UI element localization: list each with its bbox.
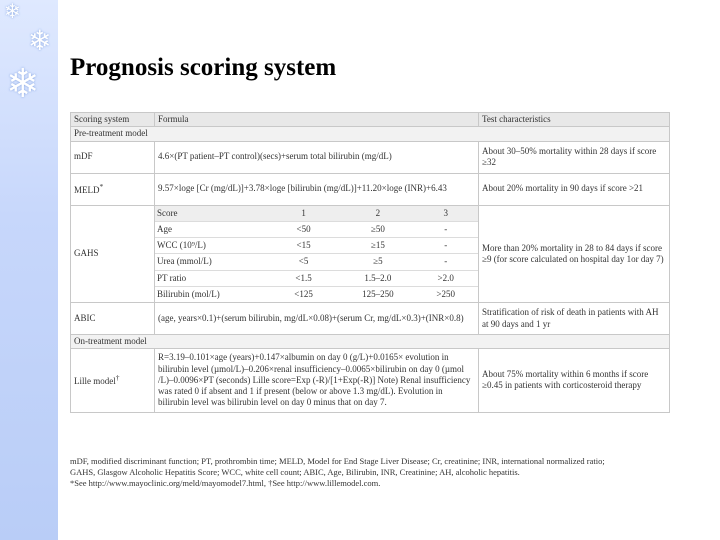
gahs-value: 125–250 xyxy=(362,288,394,299)
gahs-subtable-cell xyxy=(155,205,479,303)
gahs-value: <1.5 xyxy=(265,270,343,286)
abic-formula: (age, years×0.1)+(serum bilirubin, mg/dL×0.08)+(serum Cr, mg/dL×0.3)+(INR×0.8) xyxy=(155,303,479,335)
gahs-value: - xyxy=(413,254,478,270)
gahs-value: <125 xyxy=(294,288,313,299)
table-row-abic xyxy=(71,303,670,335)
gahs-param: Urea (mmol/L) xyxy=(155,254,265,270)
abic-name: ABIC xyxy=(71,303,155,335)
gahs-value: - xyxy=(413,238,478,254)
gahs-name: GAHS xyxy=(71,205,155,303)
abic-test: Stratification of risk of death in patients with AH at 90 days and 1 yr xyxy=(479,303,670,335)
section-row-pre-treatment xyxy=(71,127,670,141)
gahs-row-urea xyxy=(155,254,478,270)
scoring-table-container xyxy=(70,112,669,413)
gahs-row-pt-ratio xyxy=(155,270,478,286)
decorative-sidebar xyxy=(0,0,58,540)
gahs-subheader-row xyxy=(155,206,478,222)
gahs-col-score: Score xyxy=(155,206,265,222)
gahs-col-1: 1 xyxy=(265,206,343,222)
table-header-row xyxy=(71,113,670,127)
lille-name-cell xyxy=(71,349,155,412)
scoring-table xyxy=(70,112,670,413)
meld-footnote-mark: * xyxy=(99,181,104,191)
meld-name: MELD xyxy=(74,184,100,195)
lille-formula: R=3.19–0.101×age (years)+0.147×albumin on day 0 (g/L)+0.0165× evolution in bilirubin level (µmol/L)–0.206×renal insufficiency–0.0065×bilirubin on day 0 (µmol /L)–0.0096×PT (seconds) Lille score=Exp (-R)/[1+Exp(-R)] Note) Renal insufficiency was rated 0 if absent and 1 if present (below or above 1.3 mg/dL). Evolution in bilirubin level was bilirubin level on day 0 minus that on day 7. xyxy=(155,349,479,412)
mdf-formula: 4.6×(PT patient–PT control)(secs)+serum total bilirubin (mg/dL) xyxy=(155,141,479,173)
footnote-links: *See http://www.mayoclinic.org/meld/mayomodel7.html, †See http://www.lillemodel.com. xyxy=(70,478,381,489)
gahs-param: PT ratio xyxy=(155,270,265,286)
gahs-value: <5 xyxy=(265,254,343,270)
footnote-abbreviations-1: mDF, modified discriminant function; PT, prothrombin time; MELD, Model for End Stage Liver Disease; Cr, creatinine; INR, international normalized ratio; xyxy=(70,456,605,466)
gahs-col-3: 3 xyxy=(413,206,478,222)
gahs-subtable xyxy=(155,206,478,303)
lille-name: Lille model xyxy=(74,376,116,387)
section-on-treatment: On-treatment model xyxy=(71,335,670,349)
footnote-abbreviations-2: GAHS, Glasgow Alcoholic Hepatitis Score; WCC, white cell count; ABIC, Age, Bilirubin, INR, Creatinine; AH, alcoholic hepatitis. xyxy=(70,467,520,478)
gahs-value: 1.5–2.0 xyxy=(342,270,413,286)
gahs-row-age xyxy=(155,221,478,237)
gahs-param: Bilirubin (mol/L) xyxy=(157,288,220,299)
lille-test: About 75% mortality within 6 months if score ≥0.45 in patients with corticosteroid therapy xyxy=(479,349,670,412)
meld-formula: 9.57×loge [Cr (mg/dL)]+3.78×loge [bilirubin (mg/dL)]+11.20×loge (INR)+6.43 xyxy=(155,173,479,205)
gahs-row-wcc xyxy=(155,238,478,254)
table-row-gahs xyxy=(71,205,670,303)
table-footnote xyxy=(70,456,680,489)
gahs-param: Age xyxy=(155,221,265,237)
header-test-characteristics: Test characteristics xyxy=(479,113,670,127)
mdf-name: mDF xyxy=(71,141,155,173)
table-row-lille xyxy=(71,349,670,412)
gahs-value: ≥15 xyxy=(342,238,413,254)
header-formula: Formula xyxy=(155,113,479,127)
gahs-value: >2.0 xyxy=(413,270,478,286)
meld-name-cell xyxy=(71,173,155,205)
lille-footnote-mark: † xyxy=(115,373,120,383)
gahs-test: More than 20% mortality in 28 to 84 days if score ≥9 (for score calculated on hospital day 1or day 7) xyxy=(479,205,670,303)
gahs-value: ≥50 xyxy=(342,221,413,237)
gahs-col-2: 2 xyxy=(342,206,413,222)
table-row-mdf xyxy=(71,141,670,173)
gahs-value: ≥5 xyxy=(342,254,413,270)
meld-test: About 20% mortality in 90 days if score >21 xyxy=(479,173,670,205)
gahs-value: >250 xyxy=(436,288,455,299)
snowflake-icon: ❄ xyxy=(6,61,40,106)
gahs-value: <50 xyxy=(265,221,343,237)
snowflake-icon: ❄ xyxy=(28,26,52,57)
mdf-test: About 30–50% mortality within 28 days if score ≥32 xyxy=(479,141,670,173)
header-scoring-system: Scoring system xyxy=(71,113,155,127)
gahs-value: <15 xyxy=(265,238,343,254)
gahs-param: WCC (10⁹/L) xyxy=(155,238,265,254)
gahs-value: - xyxy=(413,221,478,237)
slide-title: Prognosis scoring system xyxy=(70,54,337,81)
snowflake-icon: ❄ xyxy=(4,1,21,23)
section-pre-treatment: Pre-treatment model xyxy=(71,127,670,141)
section-row-on-treatment xyxy=(71,335,670,349)
gahs-row-bilirubin xyxy=(155,286,478,302)
table-row-meld xyxy=(71,173,670,205)
